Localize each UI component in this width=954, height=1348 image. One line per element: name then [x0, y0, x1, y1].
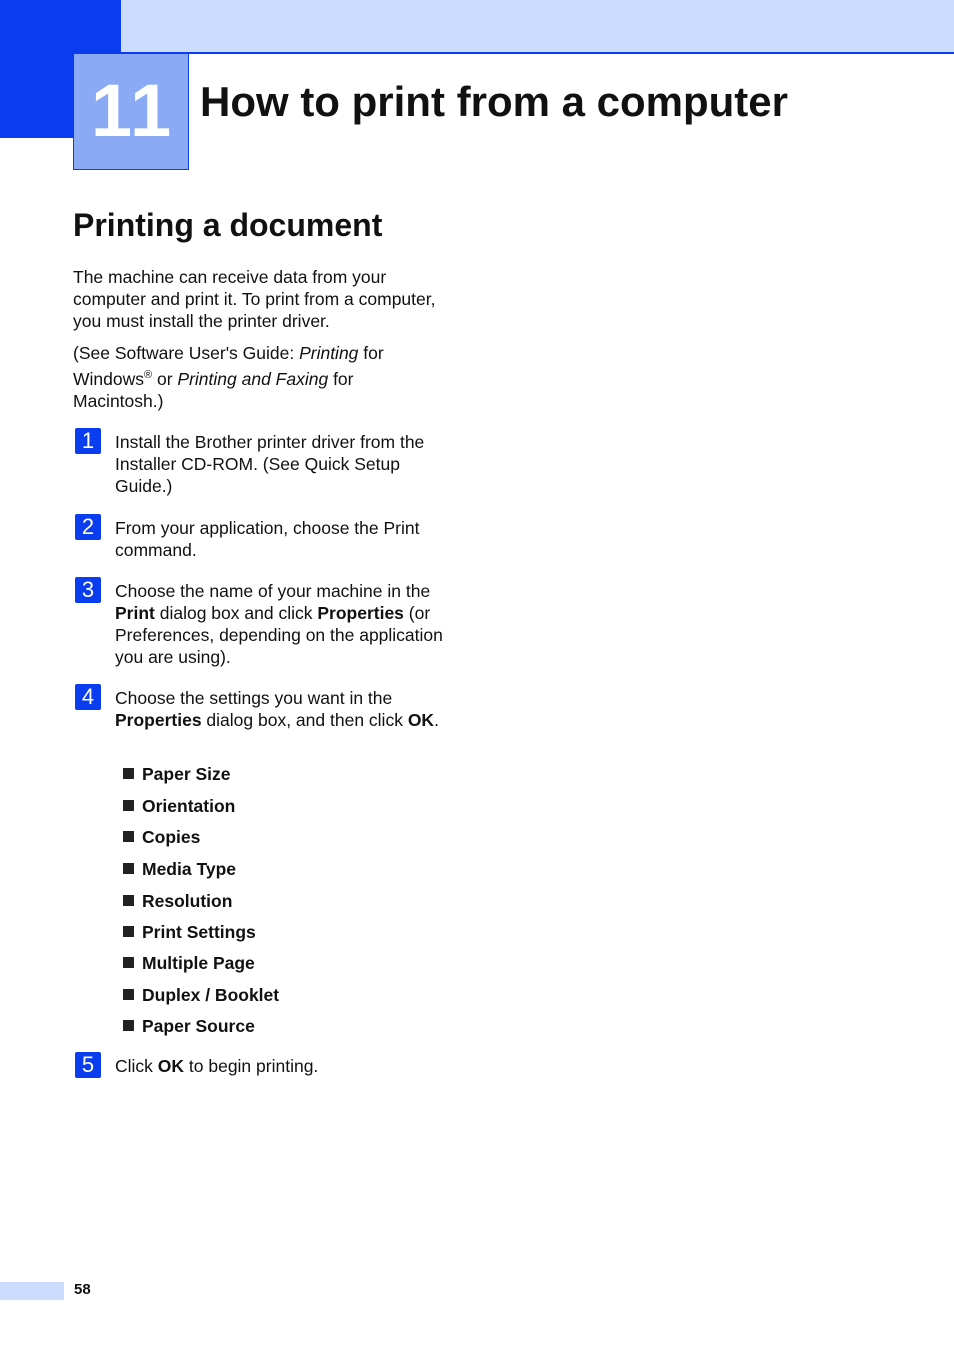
- bullet-square-icon: [123, 831, 134, 842]
- registered-mark: ®: [144, 369, 153, 381]
- setting-item: Multiple Page: [123, 952, 255, 974]
- step-number-1: 1: [75, 428, 101, 454]
- step-5-text: Click OK to begin printing.: [115, 1056, 319, 1076]
- ok-label: OK: [407, 710, 435, 730]
- footer-bar: [0, 1282, 64, 1300]
- step-1-text: Install the Brother printer driver from the Installer CD-ROM. (See Quick Setup Guide.): [115, 432, 425, 496]
- setting-item: Print Settings: [123, 921, 256, 943]
- bullet-square-icon: [123, 989, 134, 1000]
- chapter-title: How to print from a computer: [200, 78, 788, 125]
- chapter-number: 11: [90, 69, 174, 152]
- ok-label: OK: [157, 1056, 185, 1076]
- bullet-square-icon: [123, 863, 134, 874]
- chapter-number-box: [73, 53, 189, 170]
- page-number: 58: [74, 1281, 91, 1298]
- step-number-5: 5: [75, 1052, 101, 1078]
- bullet-square-icon: [123, 768, 134, 779]
- properties-dialog-label: Properties: [115, 710, 202, 730]
- bullet-square-icon: [123, 957, 134, 968]
- bullet-square-icon: [123, 926, 134, 937]
- setting-item: Resolution: [123, 890, 232, 912]
- section-title: Printing a document: [73, 207, 383, 243]
- intro-paragraph: The machine can receive data from your computer and print it. To print from a computer, you must install the printer driver.: [73, 267, 436, 331]
- bullet-square-icon: [123, 1020, 134, 1031]
- step-4-text: Choose the settings you want in the Properties dialog box, and then click OK.: [115, 688, 439, 730]
- setting-item: Media Type: [123, 858, 236, 880]
- step-2-text: From your application, choose the Print command.: [115, 518, 420, 560]
- step-number-4: 4: [75, 684, 101, 710]
- reference-paragraph: (See Software User's Guide: Printing for Windows® or Printing and Faxing for Macintosh.): [73, 343, 384, 411]
- setting-item: Orientation: [123, 795, 235, 817]
- properties-label: Properties: [317, 603, 404, 623]
- bullet-square-icon: [123, 895, 134, 906]
- bullet-square-icon: [123, 800, 134, 811]
- header-band: [120, 0, 954, 54]
- step-3-text: Choose the name of your machine in the Print dialog box and click Properties (or Preferences, depending on the application you are using).: [115, 581, 443, 667]
- setting-item: Copies: [123, 826, 200, 848]
- setting-item: Paper Size: [123, 763, 231, 785]
- setting-item: Paper Source: [123, 1015, 255, 1037]
- ref-printing-faxing: Printing and Faxing: [177, 368, 329, 389]
- step-number-2: 2: [75, 514, 101, 540]
- setting-item: Duplex / Booklet: [123, 984, 279, 1006]
- ref-printing: Printing: [299, 343, 359, 363]
- print-dialog-label: Print: [115, 603, 155, 623]
- step-number-3: 3: [75, 577, 101, 603]
